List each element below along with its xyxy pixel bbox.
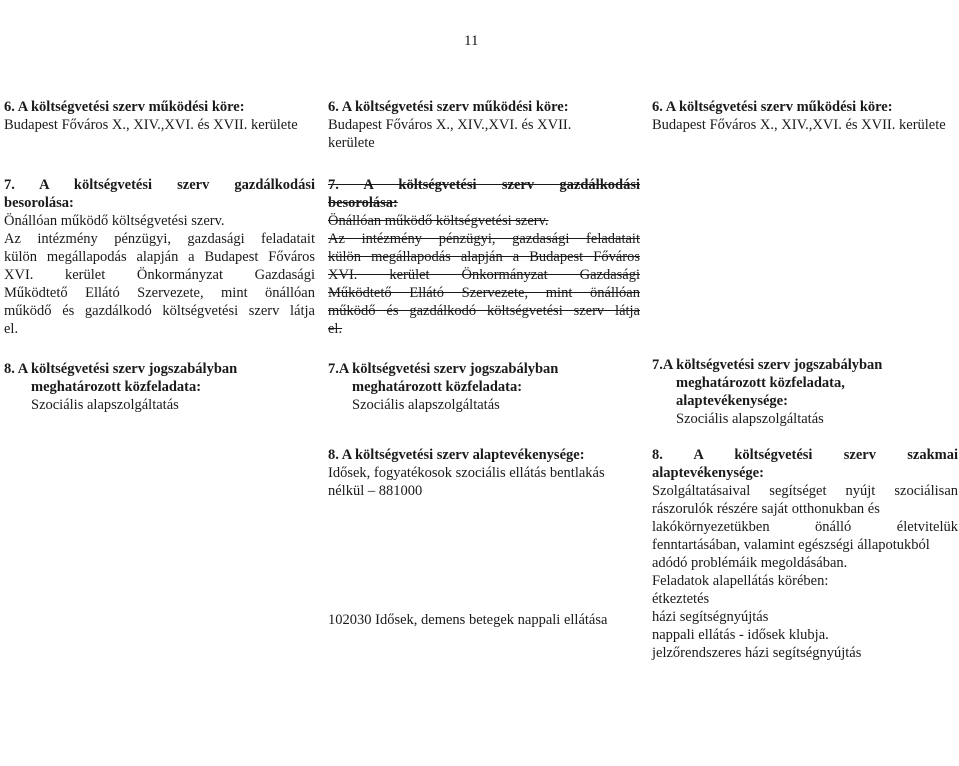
section-7-public-task xyxy=(328,360,640,414)
body-line: Budapest Főváros X., XIV.,XVI. és XVII. xyxy=(328,117,572,133)
section-heading: 7. A költségvetési szerv gazdálkodási xyxy=(328,177,640,193)
section-6-scope xyxy=(652,98,958,134)
body-line: 102030 Idősek, demens betegek nappali ellátása xyxy=(328,612,608,628)
body-line: működő és gazdálkodó költségvetési szerv látja xyxy=(328,303,640,319)
section-body: Szociális alapszolgáltatás xyxy=(676,411,824,427)
section-7-classification-deleted xyxy=(328,176,640,338)
body-line: adódó problémáik megoldásában. xyxy=(652,555,848,571)
section-heading: 6. A költségvetési szerv működési köre: xyxy=(4,99,245,115)
body-line: Önállóan működő költségvetési szerv. xyxy=(4,213,225,229)
body-line: külön megállapodás alapján a Budapest Főváros xyxy=(4,249,315,265)
body-line: Működtető Ellátó Szervezete, mint önállóan xyxy=(4,285,315,301)
section-6-scope xyxy=(328,98,640,152)
body-line: nappali ellátás - idősek klubja. xyxy=(652,627,829,643)
body-line: külön megállapodás alapján a Budapest Főváros xyxy=(328,249,640,265)
section-body: Szociális alapszolgáltatás xyxy=(31,397,179,413)
body-line: lakókörnyezetükben önálló életvitelük xyxy=(652,519,958,535)
section-body: Szociális alapszolgáltatás xyxy=(352,397,500,413)
column-original xyxy=(4,0,315,766)
section-heading: 8. A költségvetési szerv jogszabályban xyxy=(4,361,238,377)
body-line: Idősek, fogyatékosok szociális ellátás bentlakás xyxy=(328,465,605,481)
section-8-core-activity xyxy=(328,446,640,500)
section-heading: 6. A költségvetési szerv működési köre: xyxy=(328,99,569,115)
section-8-public-task xyxy=(4,360,315,414)
body-line: jelzőrendszeres házi segítségnyújtás xyxy=(652,645,862,661)
body-line: Szolgáltatásaival segítséget nyújt szociálisan xyxy=(652,483,958,499)
section-heading: alaptevékenysége: xyxy=(652,465,764,481)
body-line: házi segítségnyújtás xyxy=(652,609,769,625)
section-body: Budapest Főváros X., XIV.,XVI. és XVII. kerülete xyxy=(4,117,298,133)
section-heading: meghatározott közfeladata: xyxy=(31,379,202,395)
section-heading: besorolása: xyxy=(328,195,398,211)
section-heading: 8. A költségvetési szerv alaptevékenysége: xyxy=(328,447,585,463)
column-amended xyxy=(328,0,640,766)
body-line: Működtető Ellátó Szervezete, mint önállóan xyxy=(328,285,640,301)
section-8-professional-activity xyxy=(652,446,958,662)
section-heading: 8. A költségvetési szerv szakmai xyxy=(652,447,958,463)
body-line: kerülete xyxy=(328,135,375,151)
body-line: nélkül – 881000 xyxy=(328,483,423,499)
section-6-scope xyxy=(4,98,315,134)
section-7-public-task xyxy=(652,356,958,428)
body-line: fenntartásában, valamint egészségi állapotukból xyxy=(652,537,930,553)
column-new xyxy=(652,0,958,766)
body-line: Önállóan működő költségvetési szerv. xyxy=(328,213,549,229)
page-number: 11 xyxy=(464,33,479,49)
section-body: Budapest Főváros X., XIV.,XVI. és XVII. kerülete xyxy=(652,117,946,133)
section-8-core-activity-extra xyxy=(328,611,640,629)
section-heading: meghatározott közfeladata, xyxy=(676,375,845,391)
section-heading: 7. A költségvetési szerv gazdálkodási xyxy=(4,177,315,193)
body-line: XVI. kerület Önkormányzat Gazdasági xyxy=(328,267,640,283)
section-heading: alaptevékenysége: xyxy=(676,393,788,409)
body-line: működő és gazdálkodó költségvetési szerv látja xyxy=(4,303,315,319)
section-heading: 7.A költségvetési szerv jogszabályban xyxy=(652,357,883,373)
section-heading: meghatározott közfeladata: xyxy=(352,379,523,395)
body-line: Az intézmény pénzügyi, gazdasági feladatait xyxy=(328,231,640,247)
body-line: Feladatok alapellátás körében: xyxy=(652,573,829,589)
body-line: el. xyxy=(328,321,343,337)
body-line: étkeztetés xyxy=(652,591,710,607)
section-heading: 7.A költségvetési szerv jogszabályban xyxy=(328,361,559,377)
section-heading: 6. A költségvetési szerv működési köre: xyxy=(652,99,893,115)
section-7-classification xyxy=(4,176,315,338)
body-line: el. xyxy=(4,321,19,337)
section-heading: besorolása: xyxy=(4,195,74,211)
body-line: rászorulók részére saját otthonukban és xyxy=(652,501,880,517)
body-line: Az intézmény pénzügyi, gazdasági feladatait xyxy=(4,231,315,247)
body-line: XVI. kerület Önkormányzat Gazdasági xyxy=(4,267,315,283)
